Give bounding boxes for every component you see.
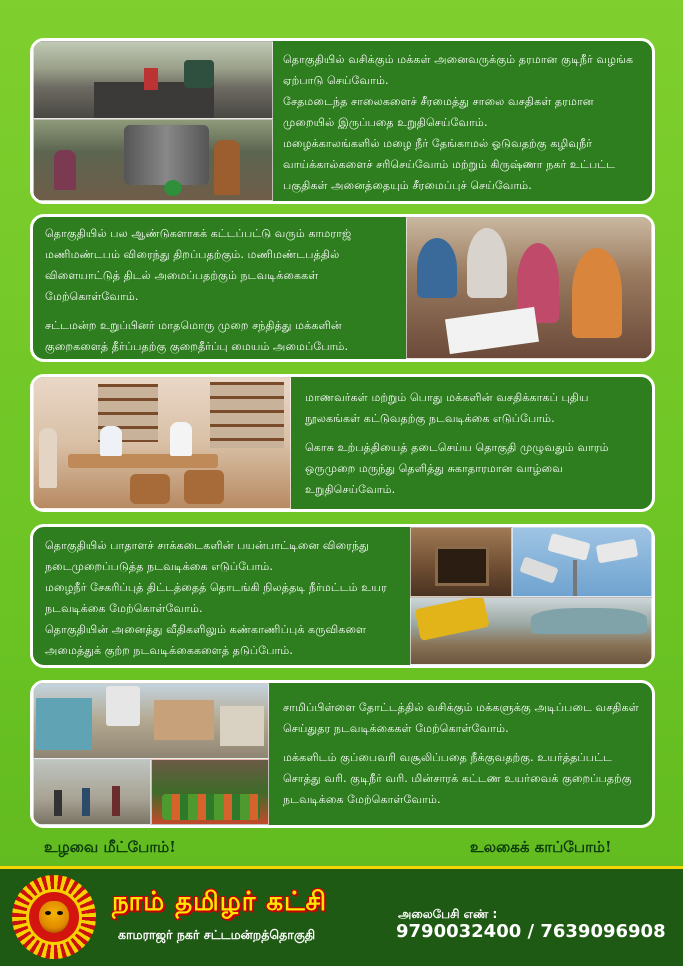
phone-numbers: 9790032400 / 7639096908 — [396, 921, 666, 942]
panel-drainage-cctv — [30, 524, 655, 668]
panel-text — [269, 683, 652, 825]
photo-collage — [406, 217, 652, 359]
photo-collage — [33, 377, 291, 509]
library-photo — [33, 377, 291, 509]
panel-water-roads — [30, 38, 655, 204]
slogan-left: உழவை மீட்போம்! — [44, 838, 176, 856]
panel-paragraph: மக்களிடம் குப்பைவரி வசூலிப்பதை நீக்குவதற்கு. உயர்த்தப்பட்ட சொத்து வரி. குடிநீர் வரி. மின்சாரக் கட்டண உயர்வைக் குறைப்பதற்கு நடவடிக்கை மேற்கொள்வோம். — [283, 751, 632, 806]
panel-text — [33, 527, 410, 665]
vegetable-market-photo — [151, 759, 269, 825]
panel-text — [291, 377, 652, 509]
panel-paragraph: மழைக்காலங்களில் மழை நீர் தேங்காமல் ஓடுவதற்கு கழிவுநீர் வாய்க்கால்களைச் சரிசெய்வோம் மற்றும் கிருஷ்ணா நகர் உட்பட்ட பகுதிகள் அனைத்தையும் சீரமைப்புச் செய்வோம். — [283, 137, 616, 192]
party-name: நாம் தமிழர் கட்சி — [112, 887, 328, 917]
cctv-camera-photo — [512, 527, 652, 597]
panel-paragraph: தொகுதியில் பாதாளச் சாக்கடைகளின் பயன்பாட்டினை விரைந்து நடைமுறைப்படுத்த நடவடிக்கை எடுப்போம். — [45, 539, 369, 573]
panel-paragraph: தொகுதியில் பல ஆண்டுகளாகக் கட்டப்பட்டு வரும் காமராஜ் மணிமண்டபம் விரைந்து திறப்பதற்கும். மணிமண்டபத்தில் விளையாட்டுத் திடல் அமைப்பதற்கும் நடவடிக்கைகள் மேற்கொள்வோம். — [45, 227, 352, 303]
constituency-name: காமராஜர் நகர் சட்டமன்றத்தொகுதி — [118, 927, 316, 942]
phone-label: அலைபேசி எண் : — [398, 907, 498, 921]
photo-collage — [33, 683, 269, 825]
road-work-photo — [33, 41, 273, 119]
photo-collage — [33, 41, 273, 201]
panel-paragraph: மழைநீர் சேகரிப்புத் திட்டத்தைத் தொடங்கி நிலத்தடி நீர்மட்டம் உயர நடவடிக்கை மேற்கொள்வோம். — [45, 581, 387, 615]
panel-library-mosquito — [30, 374, 655, 512]
panel-paragraph: சட்டமன்ற உறுப்பினர் மாதமொரு முறை சந்தித்து மக்களின் குறைகளைத் தீர்ப்பதற்கு குறைதீர்ப்பு மையம் அமைப்போம். — [45, 319, 349, 353]
drainage-pit-photo — [410, 527, 512, 597]
slogan-right: உலகைக் காப்போம்! — [470, 838, 612, 856]
photo-collage — [410, 527, 652, 665]
footer — [0, 866, 683, 966]
panel-paragraph: சாமிப்பிள்ளை தோட்டத்தில் வசிக்கும் மக்களுக்கு அடிப்படை வசதிகள் செய்துதர நடவடிக்கைகள் மேற்கொள்வோம். — [283, 701, 639, 735]
water-queue-photo — [33, 119, 273, 201]
panel-text — [273, 41, 652, 201]
panel-paragraph: சேதமடைந்த சாலைகளைச் சீரமைத்து சாலை வசதிகள் தரமான முறையில் இருப்பதை உறுதிசெய்வோம். — [283, 95, 594, 129]
panel-paragraph: கொசு உற்பத்தியைத் தடைசெய்ய தொகுதி முழுவதும் வாரம் ஒருமுறை மருந்து தெளித்து சுகாதாரமான வாழ்வை உறுதிசெய்வோம். — [305, 441, 609, 496]
party-logo-tiger-icon — [12, 875, 96, 959]
panel-memorial-grievance — [30, 214, 655, 362]
panel-paragraph: மாணவர்கள் மற்றும் பொது மக்களின் வசதிக்காகப் புதிய நூலகங்கள் கட்டுவதற்கு நடவடிக்கை எடுப்போம். — [305, 391, 589, 425]
panel-text — [33, 217, 406, 359]
panel-basic-amenities-tax — [30, 680, 655, 828]
rainwater-excavation-photo — [410, 597, 652, 665]
street-houses-photo — [33, 683, 269, 759]
market-street-photo — [33, 759, 151, 825]
panel-paragraph: தொகுதியில் வசிக்கும் மக்கள் அனைவருக்கும் தரமான குடிநீர் வழங்க ஏற்பாடு செய்வோம். — [283, 53, 634, 87]
grievance-crowd-photo — [406, 217, 652, 359]
panel-paragraph: தொகுதியின் அனைத்து வீதிகளிலும் கண்காணிப்புக் கருவிகளை அமைத்துக் குற்ற நடவடிக்கைகளைத் தடுப்போம். — [45, 623, 367, 657]
